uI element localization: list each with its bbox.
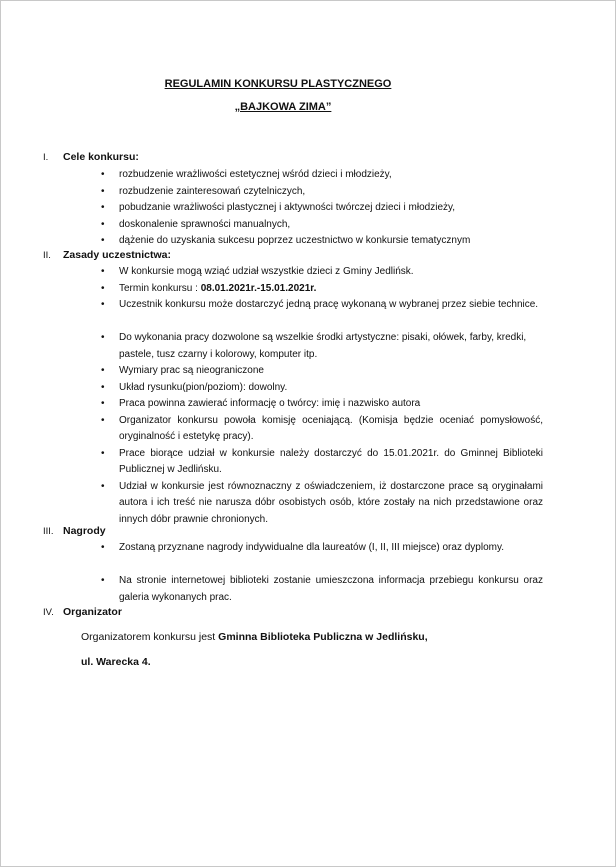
bullet-icon: • xyxy=(101,299,105,310)
list-item-text: pobudzanie wrażliwości plastycznej i aktywności twórczej dzieci i młodzieży, xyxy=(119,202,456,213)
list-item-text: Uczestnik konkursu może dostarczyć jedną pracę wykonaną w wybranej przez siebie technice. xyxy=(119,299,539,310)
bullet-icon: • xyxy=(101,218,105,230)
organizer-statement xyxy=(81,631,428,643)
bullet-icon: • xyxy=(101,365,105,376)
list-item-text: W konkursie mogą wziąć udział wszystkie dzieci z Gminy Jedlińsk. xyxy=(119,266,414,277)
list-item-text: rozbudzenie wrażliwości estetycznej wśród dzieci i młodzieży, xyxy=(119,169,392,180)
list-item-text: Układ rysunku(pion/poziom): dowolny. xyxy=(119,381,288,393)
term-dates: 08.01.2021r.-15.01.2021r. xyxy=(200,282,317,294)
section-title: Cele konkursu: xyxy=(63,151,139,163)
bullet-icon: • xyxy=(101,282,105,294)
list-item-text: Prace biorące udział w konkursie należy dostarczyć do 15.01.2021r. do Gminnej Biblioteki Publicznej w Jedlińsku. xyxy=(119,447,543,475)
list-item-text xyxy=(119,281,543,298)
bullet-icon: • xyxy=(101,266,105,277)
list-item-text: Na stronie internetowej biblioteki zostanie umieszczona informacja przebiegu konkursu oraz galeria wykonanych prac. xyxy=(119,575,543,603)
organizer-name: Gminna Biblioteka Publiczna w Jedlińsku, xyxy=(218,631,428,643)
list-item-text: Do wykonania pracy dozwolone są wszelkie środki artystyczne: pisaki, ołówek, farby, kredki, pastele, tusz czarny i kolorowy, komputer itp. xyxy=(119,332,527,360)
list-item-text: Organizator konkursu powoła komisję oceniającą. (Komisja będzie oceniać pomysłowość, oryginalność i estetykę pracy). xyxy=(119,414,543,442)
section-title: Nagrody xyxy=(63,525,106,537)
document-title: REGULAMIN KONKURSU PLASTYCZNEGO xyxy=(164,78,392,90)
bullet-icon: • xyxy=(101,169,105,180)
section-numeral: II. xyxy=(43,250,51,261)
section-title: Organizator xyxy=(63,606,122,618)
bullet-icon: • xyxy=(101,575,105,586)
list-item-text: doskonalenie sprawności manualnych, xyxy=(119,218,291,230)
bullet-icon: • xyxy=(101,202,105,213)
list-item-text: rozbudzenie zainteresowań czytelniczych, xyxy=(119,185,306,197)
bullet-icon: • xyxy=(101,447,105,459)
bullet-icon: • xyxy=(101,332,105,343)
bullet-icon: • xyxy=(101,542,105,553)
address-text: ul. Warecka 4. xyxy=(81,656,151,668)
list-item-text: dążenie do uzyskania sukcesu poprzez uczestnictwo w konkursie tematycznym xyxy=(119,235,471,246)
bullet-icon: • xyxy=(101,235,105,246)
list-item-text: Praca powinna zawierać informację o twórcy: imię i nazwisko autora xyxy=(119,398,421,409)
organizer-address xyxy=(81,656,151,668)
term-label: Termin konkursu : xyxy=(119,282,201,294)
section-numeral: IV. xyxy=(43,607,54,618)
section-numeral: III. xyxy=(43,526,54,537)
bullet-icon: • xyxy=(101,381,105,393)
bullet-icon: • xyxy=(101,185,105,197)
bullet-icon: • xyxy=(101,414,105,426)
bullet-icon: • xyxy=(101,480,105,492)
list-item-text: Wymiary prac są nieograniczone xyxy=(119,365,264,376)
organizer-prefix: Organizatorem konkursu jest xyxy=(81,631,219,643)
list-item-text: Udział w konkursie jest równoznaczny z oświadczeniem, iż dostarczone prace są oryginałami autora i ich treść nie narusza dóbr osobistych osób, które zostały na nich przedstawione oraz innych dóbr prawnie chronionych. xyxy=(119,480,543,525)
bullet-icon: • xyxy=(101,398,105,409)
section-numeral: I. xyxy=(43,152,49,163)
section-title: Zasady uczestnictwa: xyxy=(63,249,171,261)
list-item-text: Zostaną przyznane nagrody indywidualne dla laureatów (I, II, III miejsce) oraz dyplomy. xyxy=(119,542,504,553)
contest-name: „BAJKOWA ZIMA” xyxy=(234,101,332,113)
